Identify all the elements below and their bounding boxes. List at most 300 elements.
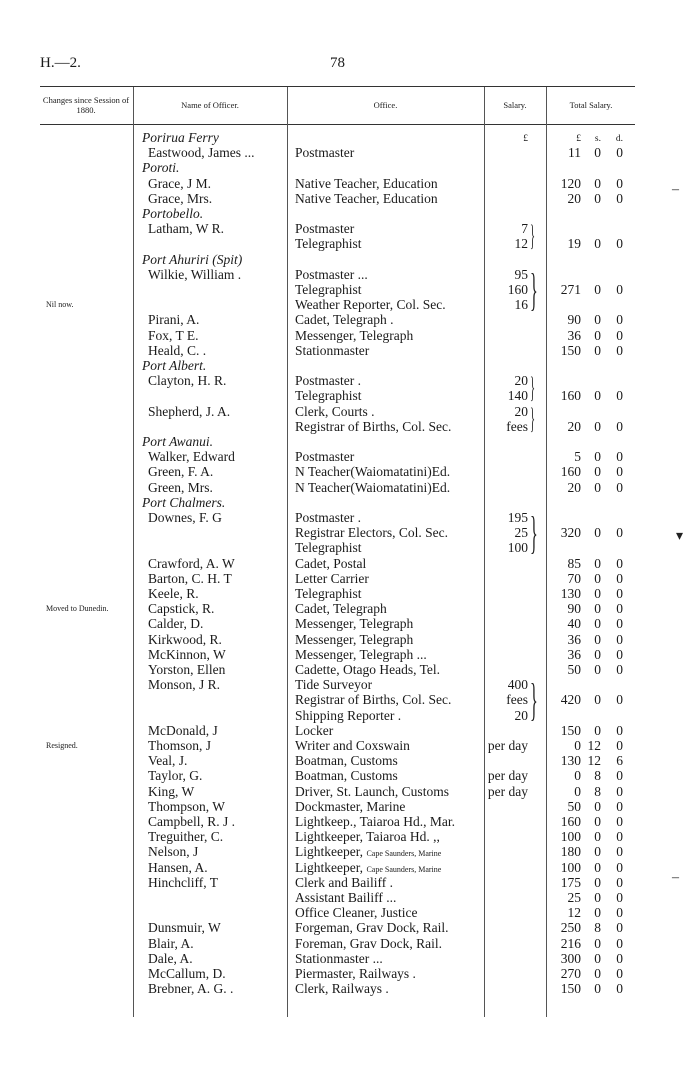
total-pence: 0 <box>616 859 623 875</box>
salary-value: 95 <box>514 266 528 282</box>
total-pence: 0 <box>616 236 623 252</box>
total-shillings: 0 <box>594 555 601 571</box>
total-shillings: 0 <box>594 859 601 875</box>
table-row <box>0 692 700 707</box>
total-shillings: 0 <box>594 464 601 480</box>
office-title: Cadet, Telegraph . <box>295 312 394 328</box>
table-row <box>0 936 700 951</box>
officer-name: Brebner, A. G. . <box>148 981 234 997</box>
officer-name: Dale, A. <box>148 950 193 966</box>
total-pence: 0 <box>616 327 623 343</box>
total-pounds: 180 <box>560 844 581 860</box>
table-row <box>0 738 700 753</box>
office-title: Native Teacher, Education <box>295 190 438 206</box>
office-title: Lightkeeper, Taiaroa Hd. ,, <box>295 829 440 845</box>
total-pence: 0 <box>616 814 623 829</box>
total-pounds: 0 <box>574 783 581 799</box>
office-title: Messenger, Telegraph <box>295 616 414 632</box>
office-title: Registrar Electors, Col. Sec. <box>295 525 448 541</box>
office-title: Telegraphist <box>295 236 362 252</box>
total-shillings: 0 <box>594 844 601 860</box>
total-pounds: 216 <box>560 935 581 951</box>
total-pounds: 160 <box>560 814 581 829</box>
office-title: Foreman, Grav Dock, Rail. <box>295 935 442 951</box>
officer-name: McDonald, J <box>148 722 218 738</box>
total-pounds: 130 <box>560 753 581 769</box>
salary-value: per day <box>487 768 528 784</box>
place-name: Port Ahuriri (Spit) <box>142 251 243 267</box>
total-pounds: 100 <box>560 829 581 845</box>
salary-value: fees <box>506 692 528 708</box>
total-pence: 0 <box>616 722 623 738</box>
margin-mark: ▾ <box>676 529 684 544</box>
office-title: Letter Carrier <box>295 570 369 586</box>
officer-name: Treguither, C. <box>148 829 224 845</box>
office-title: Postmaster <box>295 221 355 237</box>
total-pence: 0 <box>616 935 623 951</box>
total-shillings: 0 <box>594 692 601 708</box>
table-row <box>0 632 700 647</box>
total-pounds: 250 <box>560 920 581 936</box>
table-row <box>0 556 700 571</box>
office-title: Messenger, Telegraph <box>295 327 414 343</box>
total-shillings: 0 <box>594 388 601 404</box>
total-pence: 0 <box>616 190 623 206</box>
header-total: Total Salary. <box>569 100 613 110</box>
salary-value: 160 <box>507 282 528 297</box>
total-pence: 0 <box>616 312 623 328</box>
place-heading-row <box>0 252 700 267</box>
total-pounds: 271 <box>560 282 581 297</box>
place-heading-row <box>0 495 700 510</box>
total-pounds: 25 <box>567 890 581 905</box>
officer-name: Thompson, W <box>148 798 225 814</box>
total-pounds: 130 <box>560 586 581 601</box>
total-shillings: 0 <box>594 601 601 617</box>
officer-name: Shepherd, J. A. <box>148 403 231 419</box>
table-row <box>0 480 700 495</box>
salary-brace: } <box>530 507 538 558</box>
total-shillings: 8 <box>594 920 601 936</box>
total-shillings: 0 <box>594 981 601 997</box>
total-shillings: 0 <box>594 874 601 890</box>
place-heading-row <box>0 130 700 145</box>
total-pounds: 0 <box>574 768 581 784</box>
total-pounds: 11 <box>568 145 581 161</box>
total-shillings: 0 <box>594 312 601 328</box>
table-row <box>0 951 700 966</box>
table-row <box>0 191 700 206</box>
salary-value: 7 <box>521 221 528 237</box>
margin-mark: ‒ <box>672 182 679 197</box>
total-shillings: 0 <box>594 966 601 981</box>
office-title: Piermaster, Railways . <box>295 966 416 981</box>
total-pounds: 5 <box>574 449 581 465</box>
total-shillings: 0 <box>594 829 601 845</box>
total-shillings: 0 <box>594 950 601 966</box>
officer-name: Taylor, G. <box>148 768 203 784</box>
office-title: Telegraphist <box>295 388 362 404</box>
table-row <box>0 419 700 434</box>
office-title: Shipping Reporter . <box>295 707 402 723</box>
currency-pence: d. <box>615 134 623 144</box>
total-shillings: 0 <box>594 905 601 921</box>
change-note: Moved to Dunedin. <box>46 604 109 614</box>
office-title: Cadette, Otago Heads, Tel. <box>295 662 441 677</box>
total-pounds: 100 <box>560 859 581 875</box>
office-title: Registrar of Births, Col. Sec. <box>295 692 452 708</box>
total-pounds: 150 <box>560 722 581 738</box>
office-title: Dockmaster, Marine <box>295 798 406 814</box>
officer-name: Latham, W R. <box>148 221 224 237</box>
officer-name: Crawford, A. W <box>148 555 235 571</box>
total-pounds: 36 <box>567 646 581 662</box>
total-pounds: 85 <box>567 555 581 571</box>
office-title: Messenger, Telegraph ... <box>295 646 427 662</box>
total-pence: 0 <box>616 783 623 799</box>
total-shillings: 0 <box>594 479 601 495</box>
total-pence: 0 <box>616 479 623 495</box>
table-row <box>0 875 700 890</box>
salary-value: 20 <box>514 707 528 723</box>
place-name: Port Albert. <box>142 358 207 373</box>
total-pounds: 0 <box>574 738 581 753</box>
table-row <box>0 328 700 343</box>
table-row <box>0 966 700 981</box>
total-pence: 0 <box>616 388 623 404</box>
total-pounds: 50 <box>567 662 581 677</box>
total-pence: 0 <box>616 768 623 784</box>
total-pounds: 160 <box>560 464 581 480</box>
total-pounds: 36 <box>567 631 581 647</box>
salary-value: 16 <box>514 297 528 313</box>
officer-name: Hansen, A. <box>148 859 208 875</box>
total-pence: 0 <box>616 616 623 632</box>
total-shillings: 0 <box>594 662 601 677</box>
total-pence: 0 <box>616 555 623 571</box>
page-number: 78 <box>330 55 345 71</box>
table-row <box>0 647 700 662</box>
office-title: Weather Reporter, Col. Sec. <box>295 297 446 313</box>
total-pounds: 320 <box>560 525 581 541</box>
salary-value: 400 <box>507 677 528 693</box>
office-title: Locker <box>295 722 334 738</box>
salary-value: 140 <box>507 388 528 404</box>
total-pence: 0 <box>616 418 623 434</box>
total-shillings: 0 <box>594 190 601 206</box>
officer-name: King, W <box>148 783 195 799</box>
table-row <box>0 464 700 479</box>
salary-value: 12 <box>514 236 528 252</box>
total-pence: 0 <box>616 646 623 662</box>
total-shillings: 0 <box>594 418 601 434</box>
total-pounds: 90 <box>567 312 581 328</box>
officer-name: Heald, C. . <box>148 342 207 358</box>
salary-value: 100 <box>507 540 528 556</box>
total-pence: 0 <box>616 145 623 161</box>
officer-name: Green, F. A. <box>148 464 214 480</box>
total-pence: 0 <box>616 950 623 966</box>
total-pounds: 120 <box>560 175 581 191</box>
total-shillings: 0 <box>594 646 601 662</box>
office-title: N Teacher(Waiomatatini)Ed. <box>295 479 451 495</box>
table-row <box>0 768 700 783</box>
currency-salary: £ <box>523 134 528 144</box>
total-pence: 0 <box>616 738 623 753</box>
change-note: Nil now. <box>46 300 74 310</box>
office-title: Boatman, Customs <box>295 768 398 784</box>
place-name: Poroti. <box>142 160 180 176</box>
header-name: Name of Officer. <box>181 100 239 110</box>
officer-name: Keele, R. <box>148 586 199 601</box>
total-shillings: 0 <box>594 890 601 905</box>
total-shillings: 0 <box>594 525 601 541</box>
officer-name: Clayton, H. R. <box>148 373 227 389</box>
total-pounds: 19 <box>567 236 581 252</box>
table-row <box>0 601 700 616</box>
salary-value: per day <box>487 783 528 799</box>
total-shillings: 0 <box>594 935 601 951</box>
total-pounds: 40 <box>567 616 581 632</box>
salary-value: 195 <box>507 510 528 525</box>
officer-name: Kirkwood, R. <box>148 631 222 647</box>
total-pence: 0 <box>616 692 623 708</box>
place-name: Port Awanui. <box>142 434 214 449</box>
table-row <box>0 404 700 419</box>
total-pounds: 300 <box>560 950 581 966</box>
total-pounds: 50 <box>567 798 581 814</box>
total-shillings: 0 <box>594 327 601 343</box>
table-row <box>0 282 700 297</box>
table-row <box>0 860 700 875</box>
total-pence: 0 <box>616 798 623 814</box>
table-row <box>0 373 700 388</box>
total-pence: 0 <box>616 966 623 981</box>
table-row <box>0 662 700 677</box>
total-pence: 0 <box>616 844 623 860</box>
table-row <box>0 236 700 251</box>
office-title: Native Teacher, Education <box>295 175 438 191</box>
officer-name: Nelson, J <box>148 844 199 860</box>
table-row <box>0 145 700 160</box>
total-pence: 0 <box>616 905 623 921</box>
office-title: Telegraphist <box>295 282 362 297</box>
table-row <box>0 723 700 738</box>
salary-brace: } <box>530 401 536 435</box>
officer-name: Dunsmuir, W <box>148 920 221 936</box>
place-heading-row <box>0 206 700 221</box>
table-row <box>0 221 700 236</box>
office-title: Driver, St. Launch, Customs <box>295 783 449 799</box>
office-title: Clerk and Bailiff . <box>295 874 393 890</box>
total-pence: 0 <box>616 175 623 191</box>
officer-name: Thomson, J <box>148 738 212 753</box>
currency-shillings: s. <box>594 134 601 144</box>
total-pounds: 20 <box>567 479 581 495</box>
officer-name: Fox, T E. <box>148 327 199 343</box>
total-pence: 0 <box>616 570 623 586</box>
table-row <box>0 510 700 525</box>
officer-name: Barton, C. H. T <box>148 570 232 586</box>
total-shillings: 0 <box>594 586 601 601</box>
officer-name: Calder, D. <box>148 616 204 632</box>
total-shillings: 0 <box>594 570 601 586</box>
total-pounds: 12 <box>567 905 581 921</box>
table-row <box>0 525 700 540</box>
total-shillings: 12 <box>587 753 601 769</box>
office-title: Cadet, Telegraph <box>295 601 387 617</box>
place-name: Porirua Ferry <box>142 130 219 145</box>
table-row <box>0 905 700 920</box>
salary-brace: } <box>530 371 536 405</box>
table-row <box>0 312 700 327</box>
officer-name: Capstick, R. <box>148 601 215 617</box>
total-pence: 0 <box>616 282 623 297</box>
total-pence: 0 <box>616 342 623 358</box>
officer-name: McKinnon, W <box>148 646 226 662</box>
total-shillings: 0 <box>594 722 601 738</box>
total-pounds: 160 <box>560 388 581 404</box>
total-pence: 0 <box>616 662 623 677</box>
office-title: N Teacher(Waiomatatini)Ed. <box>295 464 451 480</box>
salary-value: per day <box>487 738 528 753</box>
table-row <box>0 176 700 191</box>
office-title: Postmaster <box>295 449 355 465</box>
officer-name: McCallum, D. <box>148 966 226 981</box>
total-shillings: 0 <box>594 631 601 647</box>
salary-value: 25 <box>514 525 528 541</box>
total-pounds: 70 <box>567 570 581 586</box>
table-row <box>0 616 700 631</box>
total-pounds: 36 <box>567 327 581 343</box>
page-id: H.—2. <box>40 55 81 71</box>
total-shillings: 12 <box>587 738 601 753</box>
table-row <box>0 343 700 358</box>
table-row <box>0 829 700 844</box>
total-pence: 0 <box>616 981 623 997</box>
currency-pounds: £ <box>576 134 581 144</box>
table-row <box>0 814 700 829</box>
table-row <box>0 784 700 799</box>
office-title: Cadet, Postal <box>295 555 367 571</box>
salary-value: 20 <box>514 373 528 389</box>
table-row <box>0 297 700 312</box>
total-pence: 0 <box>616 525 623 541</box>
officer-name: Blair, A. <box>148 935 194 951</box>
total-shillings: 0 <box>594 616 601 632</box>
office-title: Postmaster <box>295 145 355 161</box>
office-title: Writer and Coxswain <box>295 738 410 753</box>
margin-mark: ‒ <box>672 870 679 885</box>
table-row <box>0 677 700 692</box>
total-pence: 0 <box>616 631 623 647</box>
place-heading-row <box>0 160 700 175</box>
header-changes: Changes since Session of 1880. <box>42 95 130 115</box>
place-heading-row <box>0 358 700 373</box>
total-pence: 6 <box>616 753 623 769</box>
total-shillings: 0 <box>594 145 601 161</box>
office-title: Stationmaster ... <box>295 950 383 966</box>
officer-name: Walker, Edward <box>148 449 235 465</box>
total-pounds: 20 <box>567 418 581 434</box>
office-title: Postmaster . <box>295 510 361 525</box>
office-title: Clerk, Courts . <box>295 403 375 419</box>
officer-name: Wilkie, William . <box>148 266 242 282</box>
table-row <box>0 388 700 403</box>
office-title: Boatman, Customs <box>295 753 398 769</box>
table-row <box>0 540 700 555</box>
office-title: Postmaster . <box>295 373 361 389</box>
officer-name: Veal, J. <box>148 753 188 769</box>
total-pounds: 20 <box>567 190 581 206</box>
office-title: Stationmaster <box>295 342 370 358</box>
office-title: Lightkeeper, Cape Saunders, Marine <box>295 859 442 875</box>
total-pence: 0 <box>616 449 623 465</box>
table-row <box>0 799 700 814</box>
salary-brace: } <box>530 674 538 726</box>
total-shillings: 0 <box>594 175 601 191</box>
officer-name: Monson, J R. <box>148 677 221 693</box>
place-name: Portobello. <box>142 206 204 221</box>
officer-name: Downes, F. G <box>148 510 222 525</box>
table-row <box>0 708 700 723</box>
place-name: Port Chalmers. <box>142 494 226 510</box>
officer-name: Grace, Mrs. <box>148 190 213 206</box>
office-title: Telegraphist <box>295 586 362 601</box>
office-title: Telegraphist <box>295 540 362 556</box>
office-title: Lightkeeper, Cape Saunders, Marine <box>295 844 442 860</box>
total-pounds: 150 <box>560 981 581 997</box>
total-pence: 0 <box>616 890 623 905</box>
total-pence: 0 <box>616 920 623 936</box>
table-row <box>0 981 700 996</box>
total-pounds: 150 <box>560 342 581 358</box>
officer-name: Pirani, A. <box>148 312 200 328</box>
salary-value: fees <box>506 418 528 434</box>
table-row <box>0 890 700 905</box>
total-pence: 0 <box>616 464 623 480</box>
total-shillings: 8 <box>594 783 601 799</box>
office-title: Registrar of Births, Col. Sec. <box>295 418 452 434</box>
salary-value: 20 <box>514 403 528 419</box>
table-row <box>0 844 700 859</box>
table-row <box>0 449 700 464</box>
total-shillings: 8 <box>594 768 601 784</box>
office-title: Office Cleaner, Justice <box>295 905 418 921</box>
officer-name: Campbell, R. J . <box>148 814 235 829</box>
total-shillings: 0 <box>594 798 601 814</box>
total-shillings: 0 <box>594 236 601 252</box>
office-location: Cape Saunders, Marine <box>366 864 442 874</box>
table-row <box>0 267 700 282</box>
change-note: Resigned. <box>46 741 78 750</box>
header-office: Office. <box>373 100 398 110</box>
table-row <box>0 586 700 601</box>
office-location: Cape Saunders, Marine <box>366 849 442 859</box>
table-row <box>0 753 700 768</box>
office-title: Messenger, Telegraph <box>295 631 414 647</box>
salary-brace: } <box>530 219 536 253</box>
total-shillings: 0 <box>594 814 601 829</box>
salary-brace: } <box>530 263 538 315</box>
officer-name: Yorston, Ellen <box>148 662 226 677</box>
officer-name: Grace, J M. <box>148 175 211 191</box>
office-title: Tide Surveyor <box>295 677 373 693</box>
officer-name: Green, Mrs. <box>148 479 213 495</box>
table-row <box>0 920 700 935</box>
total-pence: 0 <box>616 586 623 601</box>
total-shillings: 0 <box>594 282 601 297</box>
